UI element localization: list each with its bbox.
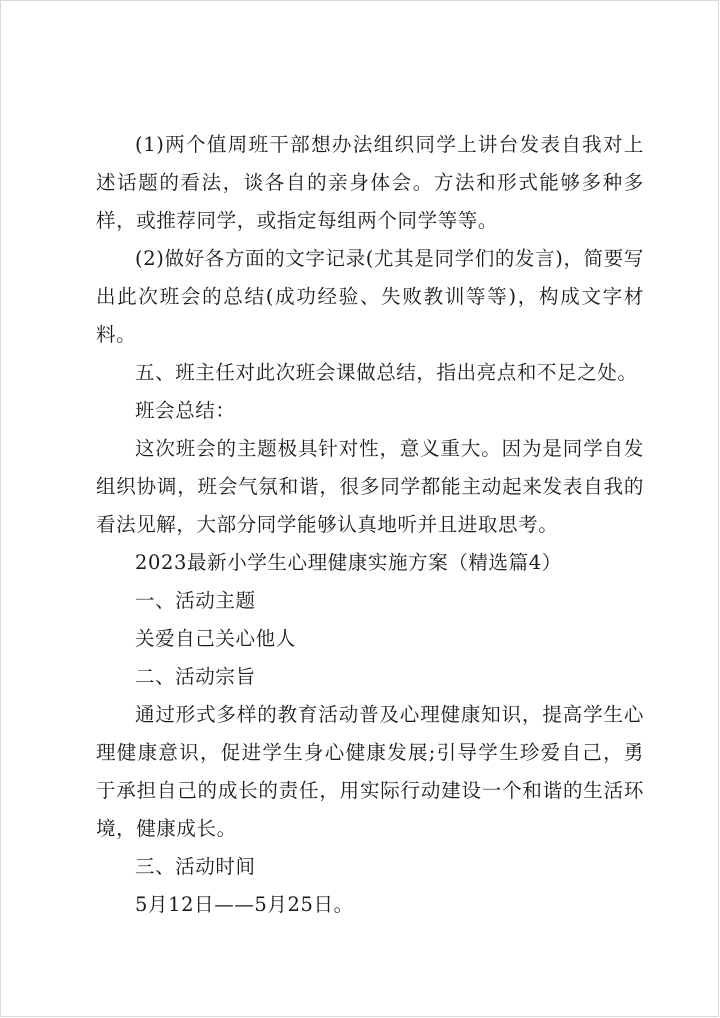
paragraph-summary-heading: 班会总结：: [135, 399, 236, 422]
document-body: [96, 126, 644, 924]
paragraph-step-2: (2)做好各方面的文字记录(尤其是同学们的发言)，简要写出此次班会的总结(成功经验、失败教训等等)，构成文字材料。: [96, 247, 644, 346]
paragraph-summary-body: 这次班会的主题极具针对性，意义重大。因为是同学自发组织协调，班会气氛和谐，很多同学都能主动起来发表自我的看法见解，大部分同学能够认真地听并且进取思考。: [96, 437, 644, 536]
paragraph-section-three: 三、活动时间: [135, 855, 256, 878]
paragraph-theme: 关爱自己关心他人: [135, 627, 296, 650]
paragraph-plan-title: 2023最新小学生心理健康实施方案（精选篇4）: [135, 551, 562, 574]
paragraph-section-two: 二、活动宗旨: [135, 665, 256, 688]
paragraph-purpose: 通过形式多样的教育活动普及心理健康知识，提高学生心理健康意识，促进学生身心健康发展;引导学生珍爱自己，勇于承担自己的成长的责任，用实际行动建设一个和谐的生活环境，健康成长。: [96, 703, 644, 840]
paragraph-section-five: 五、班主任对此次班会课做总结，指出亮点和不足之处。: [135, 361, 638, 384]
paragraph-dates: 5月12日——5月25日。: [135, 893, 354, 916]
paragraph-step-1: (1)两个值周班干部想办法组织同学上讲台发表自我对上述话题的看法，谈各自的亲身体会。方法和形式能够多种多样，或推荐同学，或指定每组两个同学等等。: [96, 133, 644, 232]
paragraph-section-one: 一、活动主题: [135, 589, 256, 612]
